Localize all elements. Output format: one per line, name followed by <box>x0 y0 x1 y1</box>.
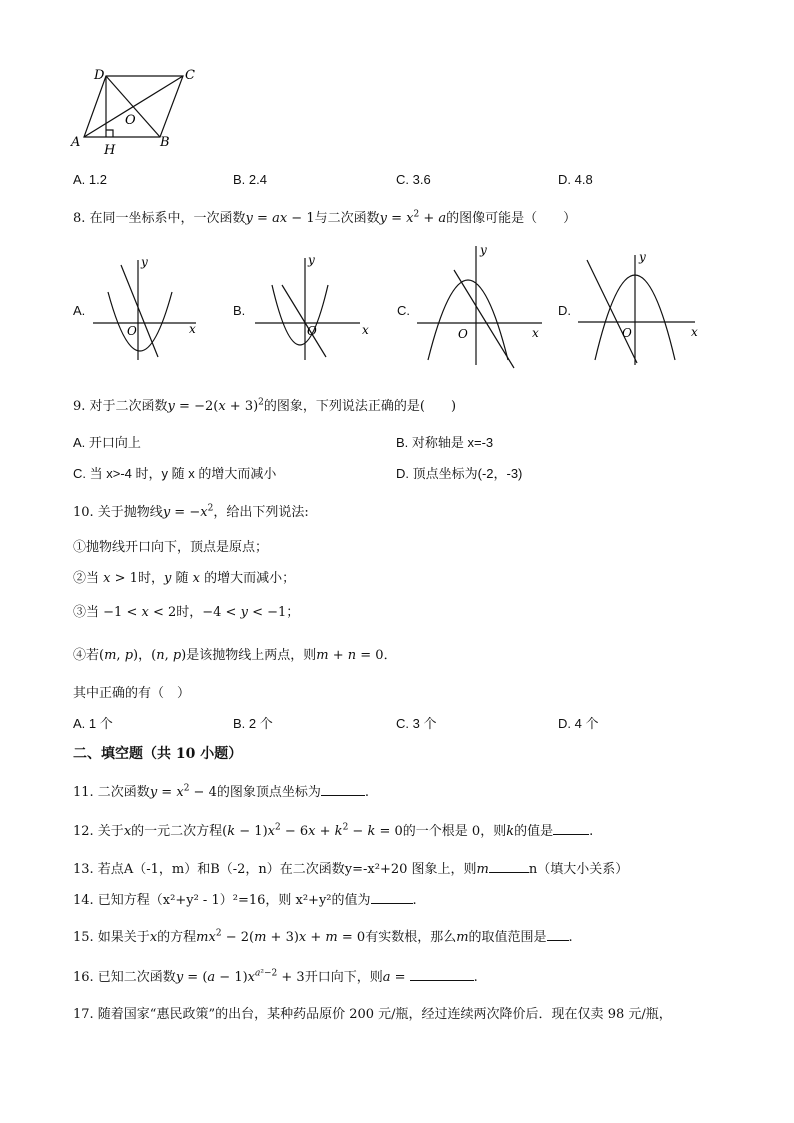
q10-s2-b: 时， <box>137 571 164 586</box>
label-C: C <box>185 68 195 83</box>
question-14 <box>73 889 417 908</box>
q8-option-d[interactable]: D. <box>558 303 571 318</box>
q15-text-post: 的取值范围是 <box>468 930 547 945</box>
q8a-y-label: y <box>141 255 148 269</box>
q10-option-d[interactable]: D. 4 个 <box>558 716 599 731</box>
q12-text-post: 的值是 <box>514 824 554 839</box>
q8c-y-label: y <box>480 243 487 257</box>
q16-answer-blank[interactable] <box>410 968 474 981</box>
q8-option-c[interactable]: C. <box>397 303 410 318</box>
q10-s4-c: 是该抛物线上两点，则 <box>186 648 317 663</box>
q10-statement-3: ③当 −1 < x < 2时，−4 < y < −1； <box>73 605 300 620</box>
q12-answer-blank[interactable] <box>553 822 589 835</box>
q8-graph-a <box>88 250 203 365</box>
q14-answer-blank[interactable] <box>371 891 413 904</box>
q13-n: n（填大小关系） <box>528 862 629 877</box>
q9-option-a[interactable]: A. 开口向上 <box>73 435 141 450</box>
q12-text-mid2: 的一个根是 0，则 <box>402 824 507 839</box>
q7-option-a[interactable]: A. 1.2 <box>73 172 107 187</box>
q8-text-pre: 8. 在同一坐标系中，一次函数 <box>73 211 246 226</box>
q10-s4-d: ． <box>383 648 397 663</box>
q8a-origin-label: O <box>127 324 137 338</box>
q8d-origin-label: O <box>622 326 632 340</box>
q15-answer-blank[interactable] <box>547 928 569 941</box>
q12-text-pre: 12. 关于 <box>73 824 124 839</box>
q8c-origin-label: O <box>458 327 468 341</box>
q10-s3-a: ③当 <box>73 605 100 620</box>
question-10: 10. 关于抛物线$y = -x^2$，给出下列说法: <box>73 503 309 520</box>
q15-text-mid: 的方程 <box>157 930 197 945</box>
q15-end: . <box>568 930 573 945</box>
q11-text-post: 的图象顶点坐标为 <box>216 785 321 800</box>
q12-end: . <box>589 824 594 839</box>
q11-end: . <box>364 785 370 800</box>
q10-s3-b: 时， <box>176 605 203 620</box>
section-heading-fill-in: 二、填空题（共 10 小题） <box>73 746 243 762</box>
q9-option-d[interactable]: D. 顶点坐标为(-2，-3) <box>396 466 523 481</box>
q8-option-a[interactable]: A. <box>73 303 86 318</box>
q16-end: . <box>473 970 478 985</box>
q7-option-c[interactable]: C. 3.6 <box>396 172 431 187</box>
q11-answer-blank[interactable] <box>321 783 365 796</box>
q10-s4-a: ④若 <box>73 648 100 663</box>
q8d-x-label: x <box>691 325 698 339</box>
q10-statement-1: ①抛物线开口向下，顶点是原点； <box>73 540 269 555</box>
q7-option-d[interactable]: D. 4.8 <box>558 172 593 187</box>
label-A: A <box>71 135 81 150</box>
q15-text-mid2: 有实数根，那么 <box>365 930 457 945</box>
q8-graph-d <box>575 245 705 370</box>
q13-text-1: 13. 若点 <box>73 862 124 877</box>
q10-s3-c: ； <box>286 605 300 620</box>
q10-statement-2: ②当 x > 1时，y 随 x 的增大而减小； <box>73 571 296 586</box>
q8-graph-b <box>250 250 375 365</box>
q13-point-b: B（-2，n）在二次函数 <box>210 862 345 877</box>
q8b-x-label: x <box>362 323 369 337</box>
q16-text-post: 开口向下，则 <box>304 970 383 985</box>
q10-text-pre: 10. 关于抛物线 <box>73 505 163 520</box>
q10-option-b[interactable]: B. 2 个 <box>233 716 273 731</box>
q10-text-post: ，给出下列说法: <box>213 505 309 520</box>
q13-m: m <box>476 862 489 877</box>
q10-option-c[interactable]: C. 3 个 <box>396 716 437 731</box>
question-12: 12. 关于x的一元二次方程$(k - 1)x^2 - 6x + k^2 - k = 0$的一个根是 0，则k的值是 . <box>73 822 594 839</box>
q10-s2-d: 的增大而减小； <box>204 571 296 586</box>
q15-text-pre: 15. 如果关于 <box>73 930 150 945</box>
q10-statement-4: ④若(m, p)，(n, p)是该抛物线上两点，则m + n = 0． <box>73 648 397 663</box>
q9-option-c[interactable]: C. 当 x>-4 时，y 随 x 的增大而减小 <box>73 466 277 481</box>
q10-which: 其中正确的有（ ） <box>73 686 191 701</box>
q13-answer-blank[interactable] <box>489 860 529 873</box>
question-9: 9. 对于二次函数$y = -2(x + 3)^2$的图象，下列说法正确的是( ) <box>73 397 457 414</box>
question-8: 8. 在同一坐标系中，一次函数y = ax − 1与二次函数$y = x^2 + a$的图像可能是（ ） <box>73 209 577 226</box>
label-B: B <box>160 135 170 150</box>
q8c-x-label: x <box>532 326 539 340</box>
label-D: D <box>94 68 105 83</box>
q8-text-mid: 与二次函数 <box>314 211 380 226</box>
q13-function: y=-x²+20 图象上，则 <box>344 862 477 877</box>
question-17: 17. 随着国家“惠民政策”的出台，某种药品原价 200 元/瓶，经过连续两次降价后．现在仅卖 98 元/瓶， <box>73 1007 672 1022</box>
q10-option-a[interactable]: A. 1 个 <box>73 716 113 731</box>
q9-option-b[interactable]: B. 对称轴是 x=-3 <box>396 435 494 450</box>
q10-s2-a: ②当 <box>73 571 100 586</box>
q10-s4-b: ， <box>138 648 152 663</box>
q10-s2-c: 随 <box>175 571 189 586</box>
label-O: O <box>125 113 136 128</box>
q8b-y-label: y <box>308 253 315 267</box>
q8a-x-label: x <box>189 322 196 336</box>
q12-text-mid1: 的一元二次方程 <box>131 824 223 839</box>
q9-text-post: 的图象，下列说法正确的是( ) <box>263 399 457 414</box>
q13-point-a: A（-1，m）和 <box>123 862 211 877</box>
q8d-y-label: y <box>639 250 646 264</box>
q11-text-pre: 11. 二次函数 <box>73 785 150 800</box>
question-13 <box>73 858 628 877</box>
q9-text-pre: 9. 对于二次函数 <box>73 399 168 414</box>
q14-text: 14. 已知方程（x²+y² - 1）²=16，则 x²+y²的值为 <box>73 893 371 908</box>
q8-graph-c <box>414 240 549 370</box>
q8b-origin-label: O <box>307 324 317 338</box>
label-H: H <box>104 143 116 156</box>
q7-option-b[interactable]: B. 2.4 <box>233 172 267 187</box>
q8-option-b[interactable]: B. <box>233 303 246 318</box>
q16-text-pre: 16. 已知二次函数 <box>73 970 176 985</box>
question-15: 15. 如果关于x的方程$mx^2 - 2(m + 3)x + m = 0$有实数根，那么m的取值范围是 . <box>73 928 573 945</box>
q8-text-post: 的图像可能是（ ） <box>446 211 577 226</box>
q14-end: . <box>412 893 417 908</box>
question-16: 16. 已知二次函数$y = (a - 1)x^{a^2-2} + 3$开口向下，则a = . <box>73 968 478 985</box>
parallelogram-figure <box>68 64 208 156</box>
question-11: 11. 二次函数$y = x^2 - 4$的图象顶点坐标为 . <box>73 783 370 800</box>
